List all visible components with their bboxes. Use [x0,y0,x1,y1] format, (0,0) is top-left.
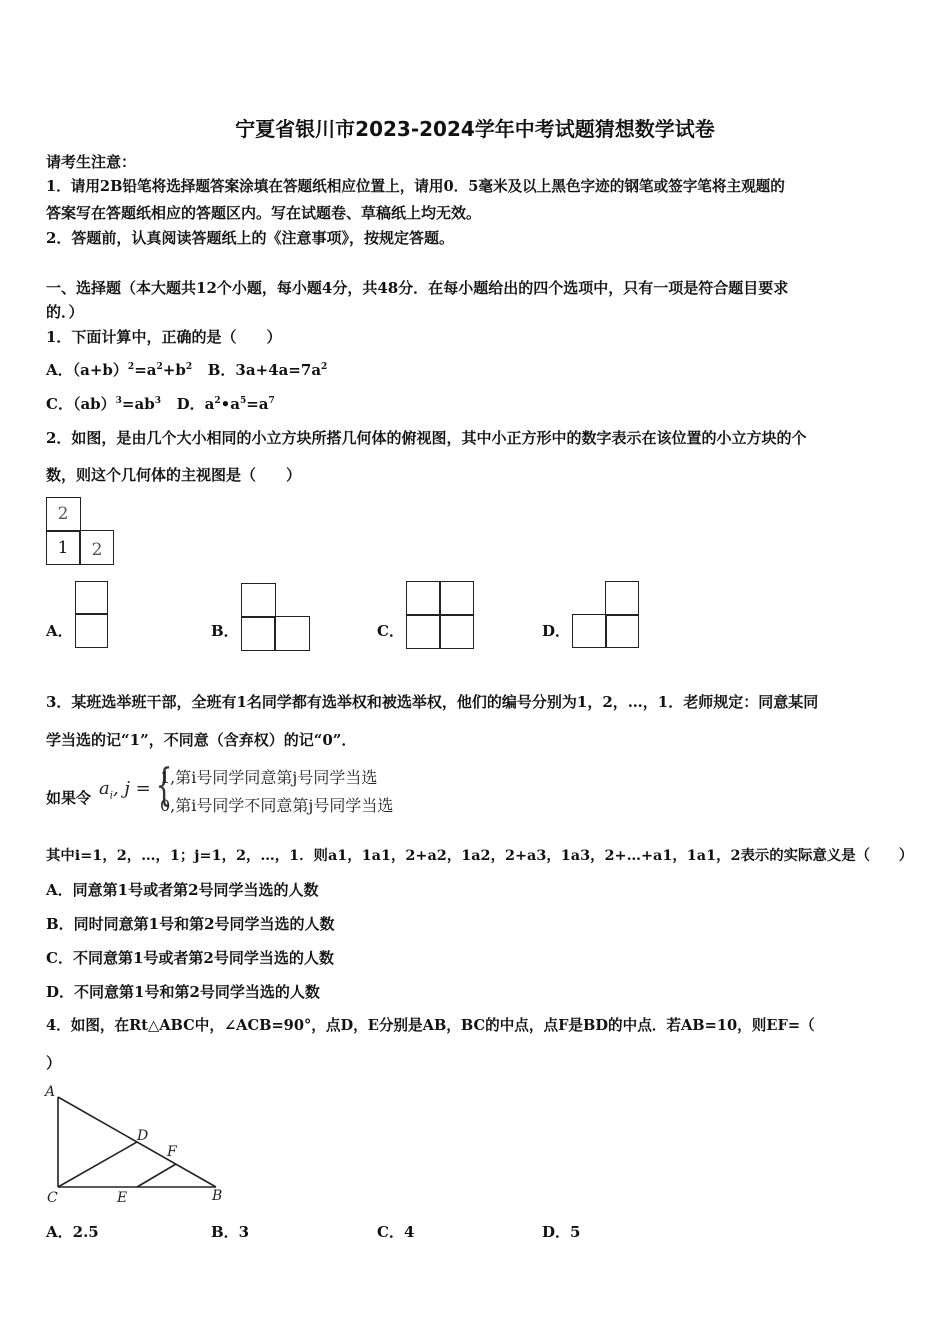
option-b-square [274,616,310,651]
segment-cd [58,1142,137,1187]
q3-intro: 如果令 [46,789,92,807]
q3-option-d: D．不同意第1号和第2号同学当选的人数 [46,983,320,1001]
notice-item1-line2: 答案写在答题纸相应的答题区内。写在试题卷、草稿纸上均无效。 [46,204,482,222]
grid-number-bottom-right: 2 [91,540,103,560]
q1-option-b: B．$3a+4a=7a^2$ [207,361,328,379]
q2-option-d-label: D． [542,622,571,640]
q1-options-ab [46,360,327,380]
label-e: E [117,1190,128,1206]
grid-number-bottom-left: 1 [57,538,69,558]
page-title: 宁夏省银川市2023-2024学年中考试题猜想数学试卷 [235,117,715,141]
option-c-square [439,614,474,649]
q3-line1: 3．某班选举班干部，全班有1名同学都有选举权和被选举权，他们的编号分别为1，2，…，1．老师规定：同意某同 [46,693,819,711]
section1-line2: 的．） [46,303,84,321]
q3-line3: 其中i=1，2，…，1；j=1，2，…，1．则a1，1a1，2+a2，1a2，2+a3，1a3，2+…+a1，1a1，2表示的实际意义是（ ） [46,847,914,864]
option-a-square [75,581,108,615]
q4-triangle-figure [40,1080,230,1208]
option-b-square [241,583,276,618]
label-b: B [212,1188,223,1204]
q4-line2: ） [46,1054,62,1072]
q2-option-b-label: B． [211,622,239,640]
option-b-square [241,616,276,651]
label-c: C [47,1190,58,1206]
option-d-square [605,614,639,648]
option-c-square [406,614,441,649]
q1-options-cd [46,394,275,414]
option-c-square [439,581,474,616]
label-d: D [137,1128,149,1144]
label-f: F [167,1144,177,1160]
formula-case-2: 0,第i号同学不同意第j号同学当选 [160,796,394,815]
notice-item1-line1: 1．请用2B铅笔将选择题答案涂填在答题纸相应位置上，请用0．5毫米及以上黑色字迹的钢笔或签字笔将主观题的 [46,178,785,195]
q4-option-d: D．5 [542,1223,581,1241]
notice-item2: 2．答题前，认真阅读答题纸上的《注意事项》，按规定答题。 [46,229,454,247]
q1-option-c: C．$(ab)^3=ab^3$ [46,395,161,413]
section1-line1: 一、选择题（本大题共12个小题，每小题4分，共48分．在每小题给出的四个选项中，只有一项是符合题目要求 [46,279,789,297]
q4-option-c: C．4 [377,1223,415,1241]
q3-option-a: A．同意第1号或者第2号同学当选的人数 [46,881,319,899]
option-d-square [605,581,639,616]
option-c-square [406,581,441,616]
q1-option-d: D．$a^2•a^5=a^7$ [176,395,275,413]
option-a-square [75,613,108,648]
q2-line2: 数，则这个几何体的主视图是（ ） [46,466,302,484]
q4-option-b: B．3 [211,1223,250,1241]
q2-option-c-label: C． [377,622,404,640]
q2-line1: 2．如图，是由几个大小相同的小立方块所搭几何体的俯视图，其中小正方形中的数字表示在该位置的小立方块的个 [46,429,807,447]
label-a: A [45,1084,56,1100]
segment-ef [137,1164,176,1187]
notice-heading: 请考生注意： [46,153,137,171]
q4-option-a: A．2.5 [46,1223,99,1241]
q1-stem: 1．下面计算中，正确的是（ ） [46,328,282,346]
grid-number-top: 2 [57,504,69,524]
formula-lhs: $a_i$, j = [99,778,151,802]
q4-line1: 4．如图，在Rt△ABC中，∠ACB=90°，点D，E分别是AB，BC的中点，点F是BD的中点．若AB=10，则EF=（ [46,1017,815,1034]
option-d-square [572,614,607,648]
formula-brace: { [155,760,173,811]
q1-option-a: A．$(a+b)^2=a^2+b^2$ [46,361,193,379]
formula-case-1: 1,第i号同学同意第j号同学当选 [160,768,378,787]
q3-option-c: C．不同意第1号或者第2号同学当选的人数 [46,949,334,967]
q3-line2: 学当选的记“1”，不同意（含弃权）的记“0”． [46,731,357,749]
q2-option-a-label: A． [46,622,73,640]
q3-option-b: B．同时同意第1号和第2号同学当选的人数 [46,915,335,933]
